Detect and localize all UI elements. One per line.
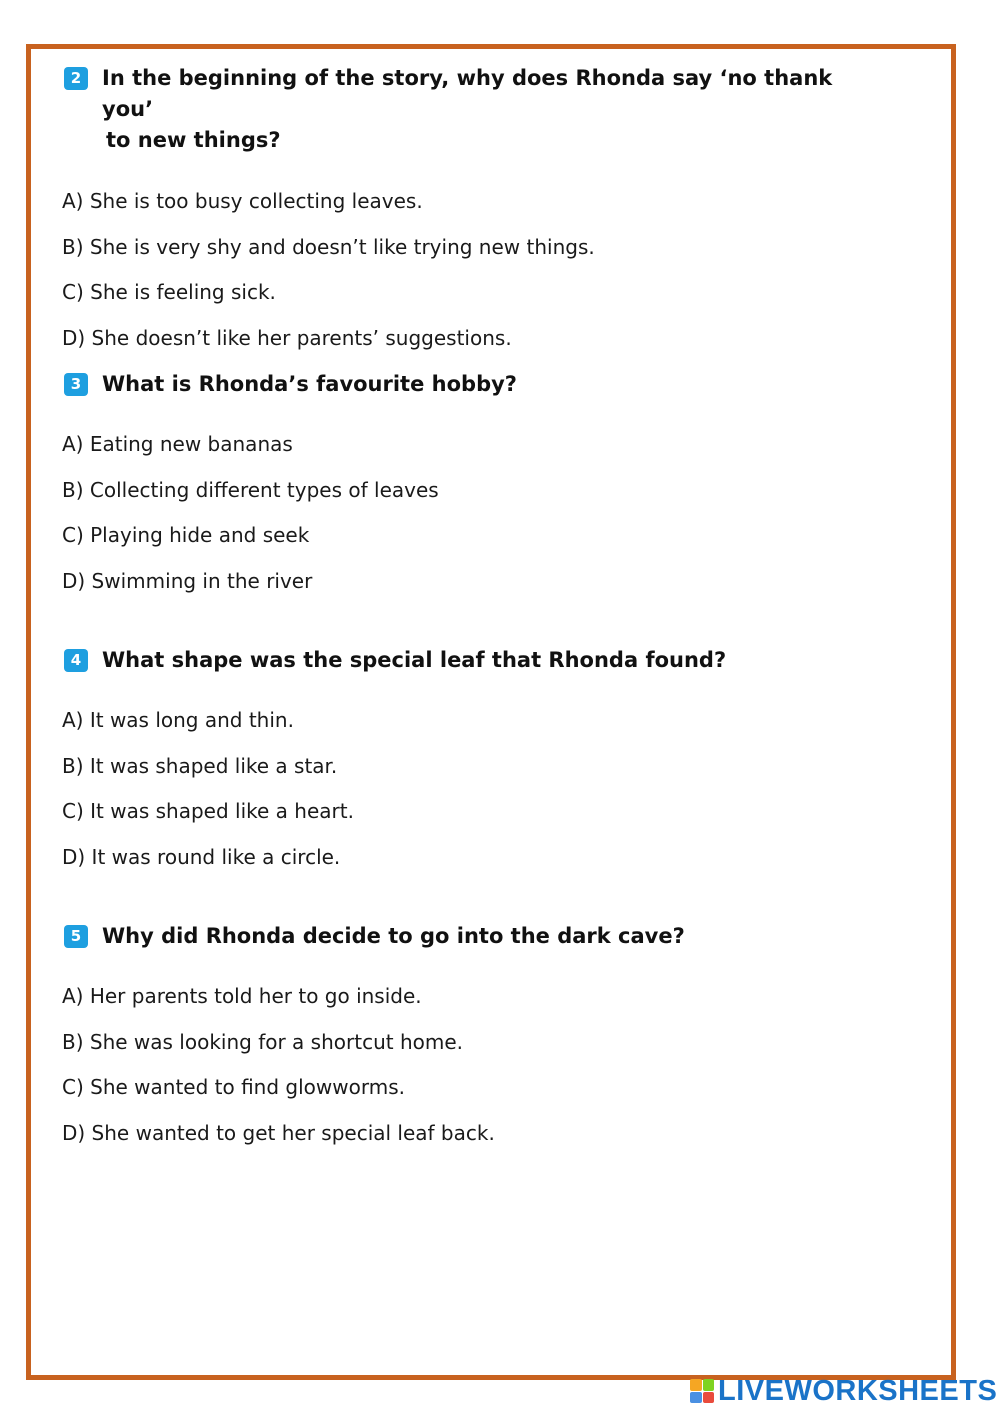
question-heading [62,645,882,676]
option-d[interactable]: D) It was round like a circle. [62,844,341,869]
answer-options [62,982,882,1164]
question-3 [62,369,882,612]
option-a[interactable]: A) Eating new bananas [62,432,293,456]
question-number-badge: 3 [64,373,88,396]
option-a[interactable]: A) She is too busy collecting leaves. [62,189,423,213]
question-text-line1: What shape was the special leaf that Rhonda found? [102,648,727,672]
question-text-line1: What is Rhonda’s favourite hobby? [102,372,517,396]
option-d[interactable]: D) Swimming in the river [62,568,313,593]
option-c[interactable]: C) She wanted to find glowworms. [62,1075,405,1099]
question-2 [62,63,882,369]
question-5 [62,921,882,1164]
option-d[interactable]: D) She doesn’t like her parents’ suggestions. [62,325,512,350]
question-text-line2: to new things? [106,128,281,152]
option-d[interactable]: D) She wanted to get her special leaf back. [62,1120,495,1145]
question-text-line1: Why did Rhonda decide to go into the dark cave? [102,924,685,948]
option-b[interactable]: B) Collecting different types of leaves [62,477,439,502]
question-heading [62,369,882,400]
question-heading [62,921,882,952]
question-heading [62,63,882,156]
answer-options [62,706,882,888]
question-4 [62,645,882,888]
option-b[interactable]: B) She is very shy and doesn’t like trying new things. [62,234,595,259]
option-c[interactable]: C) It was shaped like a heart. [62,799,354,823]
option-c[interactable]: C) Playing hide and seek [62,523,310,547]
question-number-badge: 2 [64,67,88,90]
liveworksheets-logo-icon [690,1379,714,1403]
answer-options [62,187,882,369]
option-b[interactable]: B) She was looking for a shortcut home. [62,1029,463,1054]
option-c[interactable]: C) She is feeling sick. [62,280,276,304]
liveworksheets-watermark[interactable] [690,1374,997,1408]
option-b[interactable]: B) It was shaped like a star. [62,753,338,778]
question-text-line1: In the beginning of the story, why does Rhonda say ‘no thank you’ [102,66,833,121]
option-a[interactable]: A) It was long and thin. [62,708,294,732]
answer-options [62,430,882,612]
question-number-badge: 4 [64,649,88,672]
question-number-badge: 5 [64,925,88,948]
option-a[interactable]: A) Her parents told her to go inside. [62,984,422,1008]
brand-name: LIVEWORKSHEETS [718,1374,998,1407]
